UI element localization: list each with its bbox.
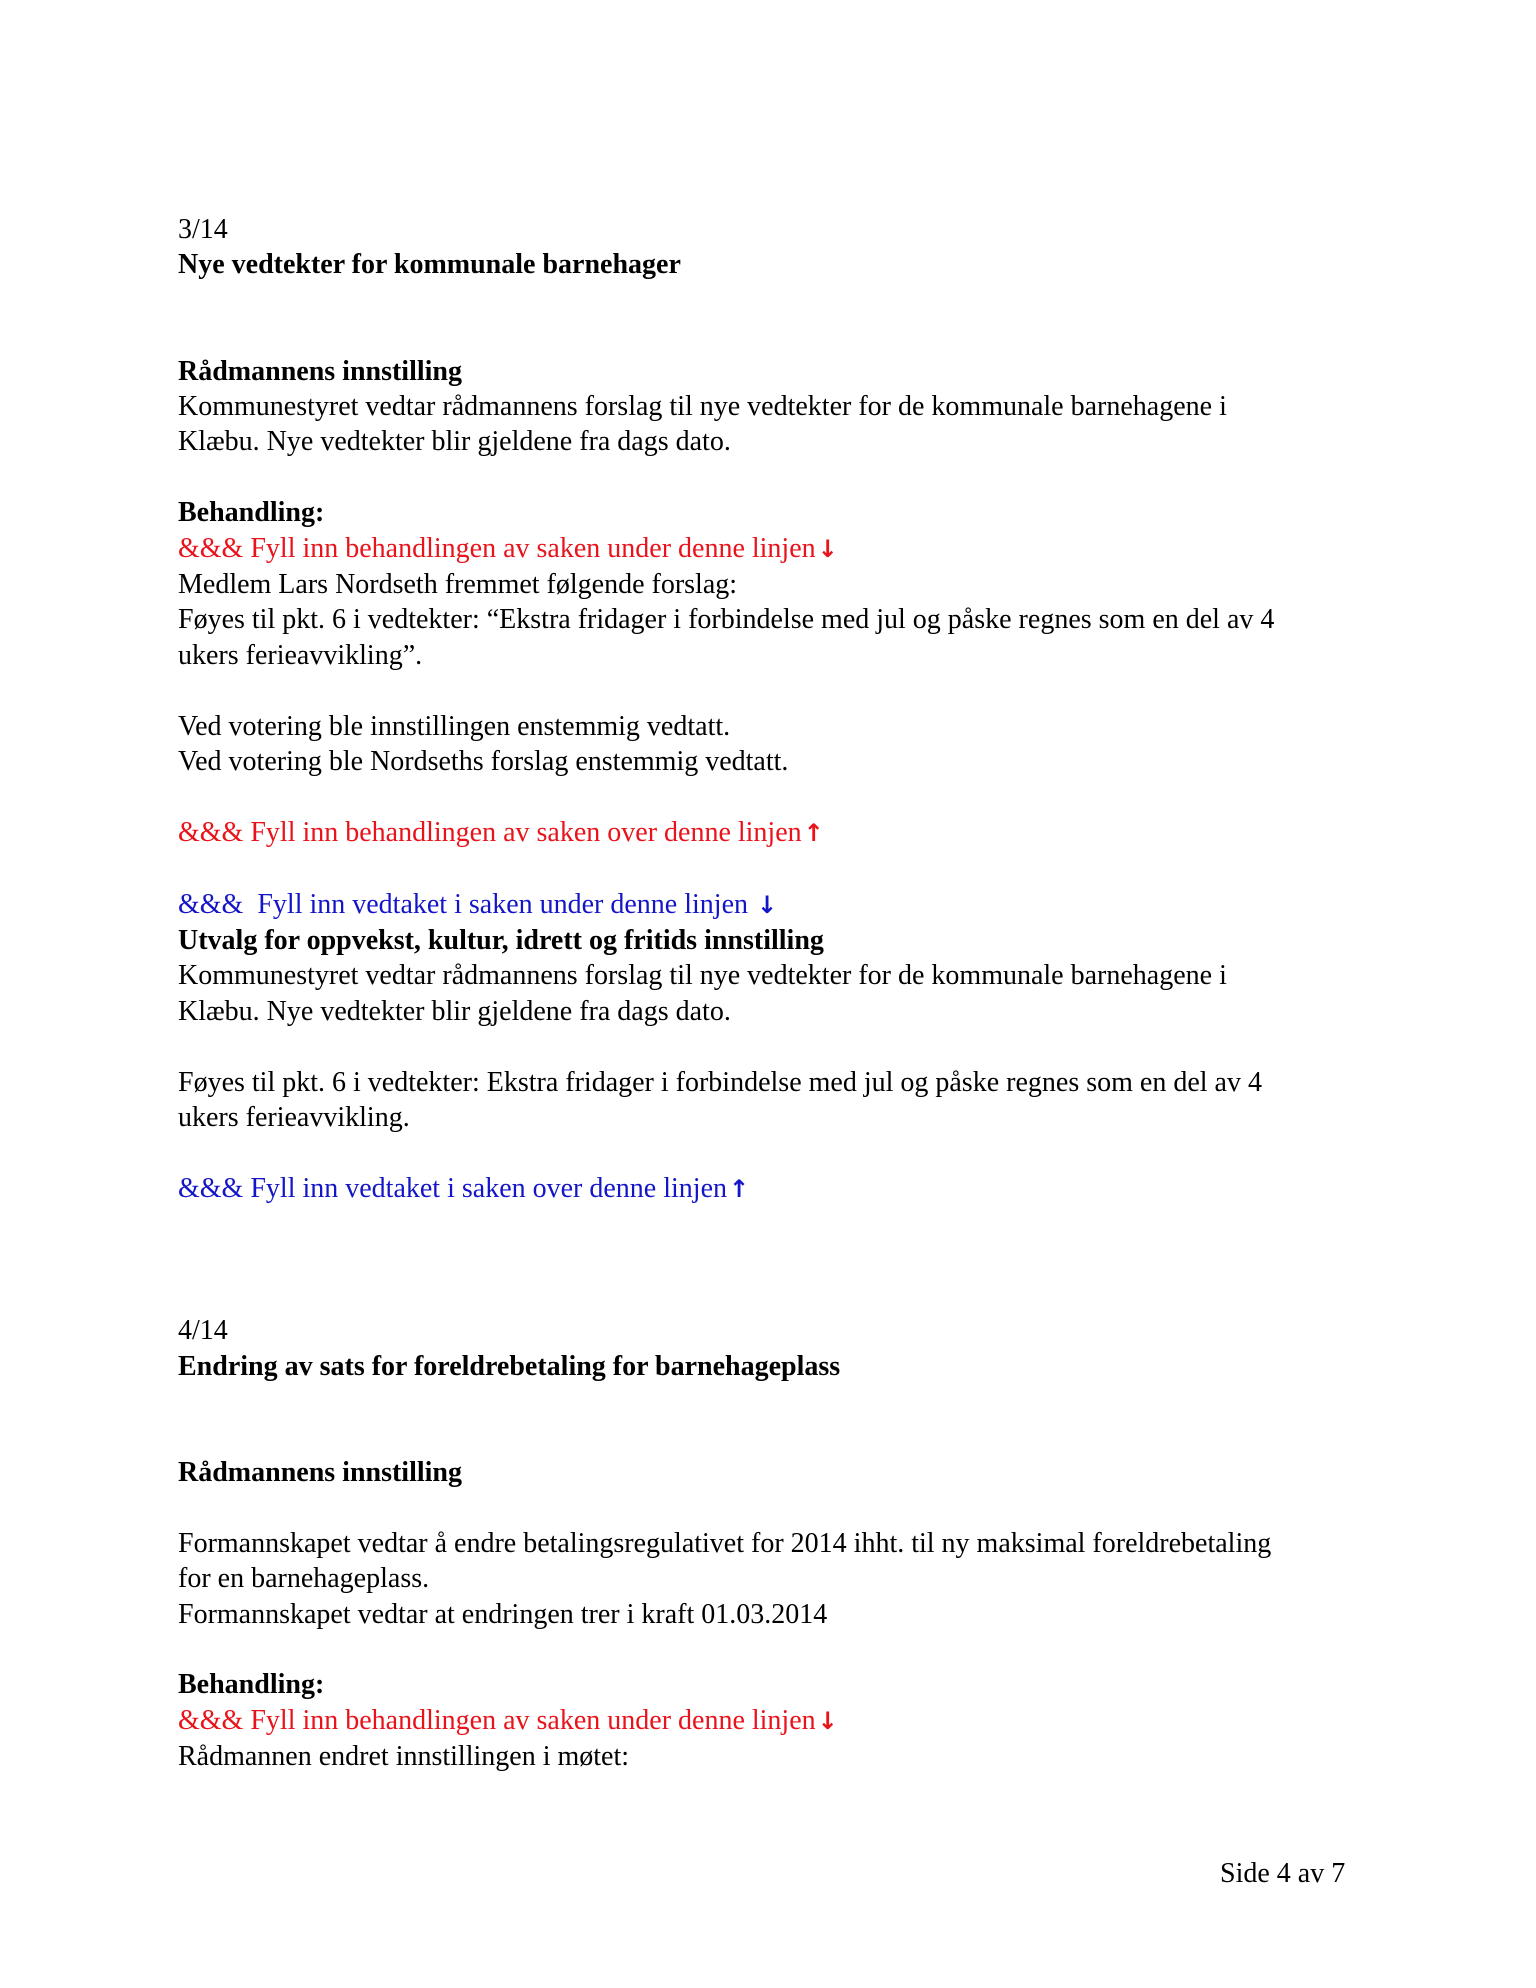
case-title: Nye vedtekter for kommunale barnehager <box>178 249 681 281</box>
marker-text: &&& Fyll inn behandlingen av saken under denne linjen <box>178 1704 816 1736</box>
arrow-up-icon: ↑ <box>803 818 824 847</box>
recommendation-line: Formannskapet vedtar at endringen trer i kraft 01.03.2014 <box>178 1598 828 1630</box>
arrow-down-icon: ↓ <box>817 534 838 563</box>
arrow-down-icon: ↓ <box>757 890 778 919</box>
marker-text: &&& Fyll inn vedtaket i saken under denne linjen <box>178 888 755 920</box>
marker-text: &&& Fyll inn behandlingen av saken under denne linjen <box>178 532 816 564</box>
vote-line: Ved votering ble Nordseths forslag enstemmig vedtatt. <box>178 746 789 778</box>
arrow-down-icon: ↓ <box>817 1706 838 1735</box>
page-number: Side 4 av 7 <box>1220 1858 1346 1889</box>
case-number: 4/14 <box>178 1315 228 1347</box>
committee-line: Klæbu. Nye vedtekter blir gjeldene fra dags dato. <box>178 995 731 1027</box>
recommendation-heading: Rådmannens innstilling <box>178 355 462 387</box>
committee-line: Kommunestyret vedtar rådmannens forslag til nye vedtekter for de kommunale barnehagene i <box>178 960 1227 992</box>
case-title: Endring av sats for foreldrebetaling for barnehageplass <box>178 1350 841 1382</box>
committee-heading: Utvalg for oppvekst, kultur, idrett og fritids innstilling <box>178 925 824 957</box>
treatment-heading: Behandling: <box>178 1669 325 1701</box>
recommendation-heading: Rådmannens innstilling <box>178 1457 462 1489</box>
marker-treatment-start <box>178 1703 1378 1739</box>
arrow-up-icon: ↑ <box>729 1174 750 1203</box>
treatment-heading: Behandling: <box>178 497 325 529</box>
recommendation-line: Kommunestyret vedtar rådmannens forslag til nye vedtekter for de kommunale barnehagene i <box>178 391 1227 422</box>
marker-decision-end <box>178 1171 1378 1207</box>
addition-line: Føyes til pkt. 6 i vedtekter: Ekstra fridager i forbindelse med jul og påske regnes som en del av 4 <box>178 1066 1262 1098</box>
treatment-line: ukers ferieavvikling”. <box>178 639 423 671</box>
marker-treatment-start <box>178 531 1378 567</box>
recommendation-line: for en barnehageplass. <box>178 1563 430 1595</box>
document-page <box>178 212 1378 1775</box>
recommendation-line: Klæbu. Nye vedtekter blir gjeldene fra dags dato. <box>178 426 731 458</box>
treatment-line: Medlem Lars Nordseth fremmet følgende forslag: <box>178 569 738 601</box>
marker-text: &&& Fyll inn vedtaket i saken over denne linjen <box>178 1172 727 1204</box>
marker-text: &&& Fyll inn behandlingen av saken over denne linjen <box>178 816 802 848</box>
recommendation-line: Formannskapet vedtar å endre betalingsregulativet for 2014 ihht. til ny maksimal foreldrebetaling <box>178 1527 1272 1559</box>
marker-decision-start <box>178 887 1378 923</box>
treatment-line: Føyes til pkt. 6 i vedtekter: “Ekstra fridager i forbindelse med jul og påske regnes som en del av 4 <box>178 604 1275 636</box>
marker-treatment-end <box>178 815 1378 851</box>
treatment-line: Rådmannen endret innstillingen i møtet: <box>178 1741 630 1773</box>
case-number: 3/14 <box>178 214 228 245</box>
addition-line: ukers ferieavvikling. <box>178 1102 410 1134</box>
vote-line: Ved votering ble innstillingen enstemmig vedtatt. <box>178 710 731 742</box>
